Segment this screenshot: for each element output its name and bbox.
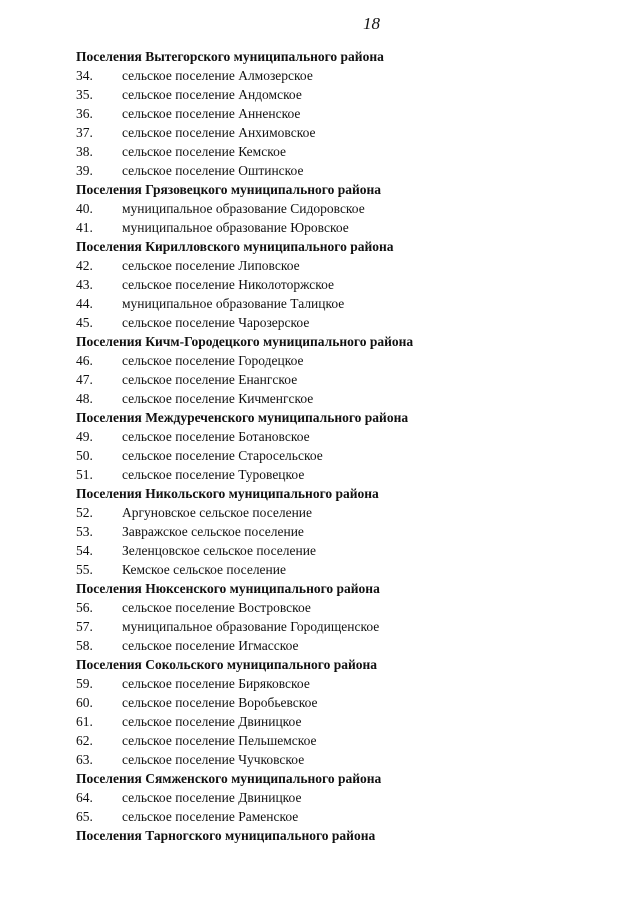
- item-text: сельское поселение Двиницкое: [122, 714, 302, 729]
- item-number: 59.: [76, 676, 93, 691]
- item-number: 39.: [76, 163, 93, 178]
- list-item: [76, 598, 616, 617]
- section-heading: Поселения Тарногского муниципального района: [76, 828, 376, 843]
- item-text: муниципальное образование Юровское: [122, 220, 349, 235]
- item-number: 61.: [76, 714, 93, 729]
- item-number: 56.: [76, 600, 93, 615]
- item-text: муниципальное образование Городищенское: [122, 619, 380, 634]
- list-item: [76, 256, 616, 275]
- section-heading: Поселения Грязовецкого муниципального района: [76, 182, 382, 197]
- item-text: сельское поселение Двиницкое: [122, 790, 302, 805]
- list-item: [76, 712, 616, 731]
- section-heading: Поселения Сямженского муниципального района: [76, 771, 382, 786]
- item-text: сельское поселение Востровское: [122, 600, 311, 615]
- list-item: [76, 560, 616, 579]
- item-text: сельское поселение Енангское: [122, 372, 298, 387]
- item-text: Зеленцовское сельское поселение: [122, 543, 316, 558]
- item-number: 44.: [76, 296, 93, 311]
- section-heading: Поселения Междуреченского муниципального района: [76, 410, 409, 425]
- item-number: 65.: [76, 809, 93, 824]
- item-number: 53.: [76, 524, 93, 539]
- section-heading: Поселения Сокольского муниципального района: [76, 657, 378, 672]
- list-item: [76, 389, 616, 408]
- item-number: 60.: [76, 695, 93, 710]
- item-text: сельское поселение Чарозерское: [122, 315, 310, 330]
- list-item: [76, 750, 616, 769]
- list-item: [76, 123, 616, 142]
- list-item: [76, 731, 616, 750]
- item-number: 41.: [76, 220, 93, 235]
- item-text: сельское поселение Анхимовское: [122, 125, 316, 140]
- item-text: сельское поселение Раменское: [122, 809, 299, 824]
- item-text: сельское поселение Ботановское: [122, 429, 310, 444]
- item-number: 40.: [76, 201, 93, 216]
- item-text: сельское поселение Старосельское: [122, 448, 323, 463]
- page-number: 18: [363, 14, 380, 33]
- item-number: 47.: [76, 372, 93, 387]
- list-item: [76, 104, 616, 123]
- list-item: [76, 522, 616, 541]
- list-item: [76, 370, 616, 389]
- list-item: [76, 617, 616, 636]
- list-item: [76, 199, 616, 218]
- item-number: 45.: [76, 315, 93, 330]
- list-item: [76, 66, 616, 85]
- item-number: 50.: [76, 448, 93, 463]
- list-item: [76, 294, 616, 313]
- list-item: [76, 142, 616, 161]
- list-item: [76, 427, 616, 446]
- item-number: 58.: [76, 638, 93, 653]
- item-text: сельское поселение Кичменгское: [122, 391, 314, 406]
- list-item: [76, 693, 616, 712]
- list-item: [76, 465, 616, 484]
- item-text: сельское поселение Кемское: [122, 144, 286, 159]
- list-item: [76, 446, 616, 465]
- item-number: 63.: [76, 752, 93, 767]
- item-text: муниципальное образование Сидоровское: [122, 201, 365, 216]
- item-number: 38.: [76, 144, 93, 159]
- item-number: 43.: [76, 277, 93, 292]
- item-number: 36.: [76, 106, 93, 121]
- settlement-list: [76, 47, 616, 845]
- item-text: Завражское сельское поселение: [122, 524, 304, 539]
- list-item: [76, 788, 616, 807]
- item-text: сельское поселение Алмозерское: [122, 68, 313, 83]
- item-text: сельское поселение Липовское: [122, 258, 300, 273]
- item-text: сельское поселение Биряковское: [122, 676, 310, 691]
- section-heading: Поселения Кирилловского муниципального района: [76, 239, 394, 254]
- section-heading: Поселения Никольского муниципального района: [76, 486, 379, 501]
- list-item: [76, 636, 616, 655]
- item-number: 51.: [76, 467, 93, 482]
- item-number: 49.: [76, 429, 93, 444]
- item-text: сельское поселение Николоторжское: [122, 277, 334, 292]
- item-text: сельское поселение Анненское: [122, 106, 301, 121]
- item-text: сельское поселение Пельшемское: [122, 733, 317, 748]
- list-item: [76, 85, 616, 104]
- item-text: сельское поселение Туровецкое: [122, 467, 305, 482]
- section-heading: Поселения Вытегорского муниципального района: [76, 49, 384, 64]
- list-item: [76, 313, 616, 332]
- item-number: 54.: [76, 543, 93, 558]
- item-text: Кемское сельское поселение: [122, 562, 286, 577]
- list-item: [76, 807, 616, 826]
- item-text: сельское поселение Андомское: [122, 87, 302, 102]
- item-number: 52.: [76, 505, 93, 520]
- item-number: 34.: [76, 68, 93, 83]
- list-item: [76, 674, 616, 693]
- list-item: [76, 541, 616, 560]
- item-text: Аргуновское сельское поселение: [122, 505, 313, 520]
- list-item: [76, 351, 616, 370]
- item-number: 46.: [76, 353, 93, 368]
- section-heading: Поселения Нюксенского муниципального района: [76, 581, 380, 596]
- item-number: 42.: [76, 258, 93, 273]
- item-number: 48.: [76, 391, 93, 406]
- list-item: [76, 275, 616, 294]
- list-item: [76, 218, 616, 237]
- item-text: муниципальное образование Талицкое: [122, 296, 345, 311]
- item-number: 62.: [76, 733, 93, 748]
- item-text: сельское поселение Оштинское: [122, 163, 304, 178]
- item-text: сельское поселение Игмасское: [122, 638, 299, 653]
- item-number: 57.: [76, 619, 93, 634]
- item-text: сельское поселение Чучковское: [122, 752, 305, 767]
- list-item: [76, 161, 616, 180]
- section-heading: Поселения Кичм-Городецкого муниципального района: [76, 334, 414, 349]
- item-number: 64.: [76, 790, 93, 805]
- item-number: 55.: [76, 562, 93, 577]
- item-number: 37.: [76, 125, 93, 140]
- item-number: 35.: [76, 87, 93, 102]
- list-item: [76, 503, 616, 522]
- item-text: сельское поселение Воробьевское: [122, 695, 318, 710]
- item-text: сельское поселение Городецкое: [122, 353, 304, 368]
